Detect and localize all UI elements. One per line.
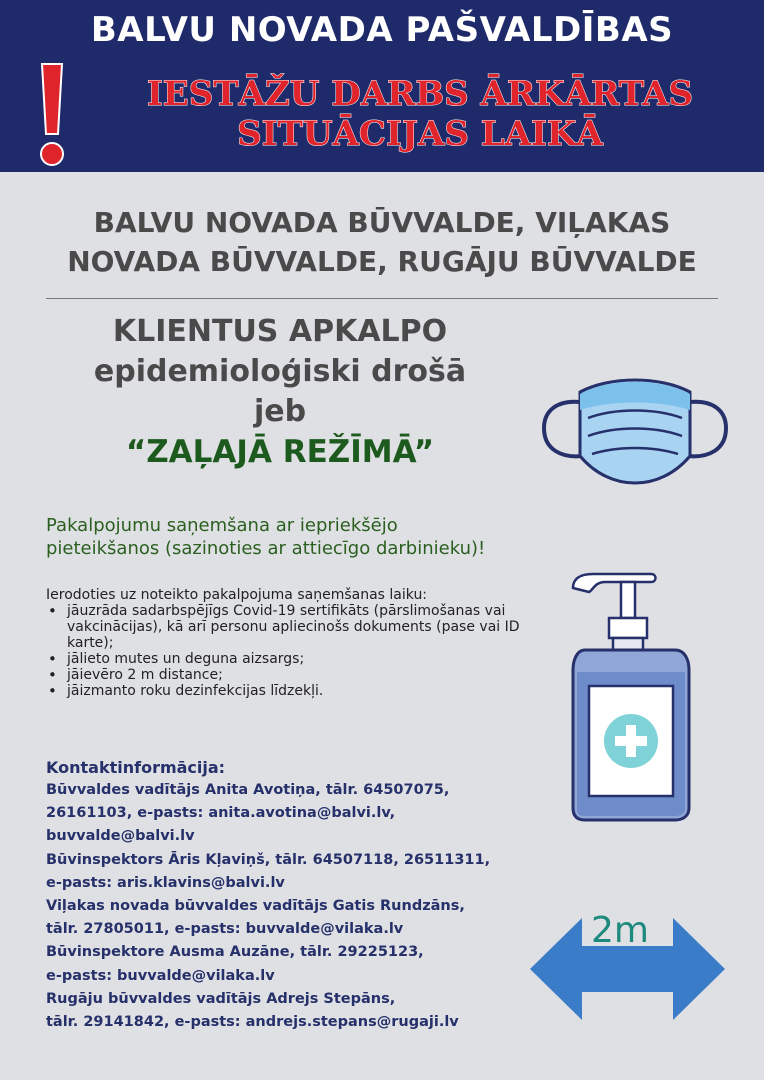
municipality-title: BALVU NOVADA PAŠVALDĪBAS: [90, 10, 674, 50]
contact-line: e-pasts: buvvalde@vilaka.lv: [46, 967, 275, 984]
rules-list: [46, 603, 546, 699]
contact-line: Būvvaldes vadītājs Anita Avotiņa, tālr. 64507075,: [46, 782, 450, 798]
offices-line-1: BALVU NOVADA BŪVVALDE, VIĻAKAS: [93, 206, 671, 239]
service-line-1: KLIENTUS APKALPO: [112, 314, 448, 349]
contact-line: 26161103, e-pasts: anita.avotina@balvi.lv,: [46, 805, 396, 822]
arrival-intro: Ierodoties uz noteikto pakalpojuma saņemšanas laiku:: [46, 587, 428, 603]
contact-line: Būvinspektore Ausma Auzāne, tālr. 29225123,: [46, 944, 424, 961]
contact-line: tālr. 29141842, e-pasts: andrejs.stepans@rugaji.lv: [46, 1014, 459, 1031]
service-line-3: jeb: [253, 394, 307, 429]
rule-item: • jālieto mutes un deguna aizsargs;: [46, 651, 546, 667]
exclamation-icon: [34, 60, 70, 168]
contact-line: Viļakas novada būvvaldes vadītājs Gatis Rundzāns,: [46, 898, 465, 915]
emergency-subtitle: [80, 74, 760, 154]
service-mode-heading: [30, 312, 530, 472]
green-mode-label: “ZAĻAJĀ REŽĪMĀ”: [125, 434, 435, 470]
subtitle-line-2: SITUĀCIJAS LAIKĀ: [237, 114, 603, 154]
hand-sanitizer-icon: [565, 570, 695, 825]
subtitle-line-1: IESTĀŽU DARBS ĀRKĀRTAS: [146, 74, 694, 114]
appointment-note: Pakalpojumu saņemšana ar iepriekšējo pieteikšanos (sazinoties ar attiecīgo darbinieku)!: [46, 515, 486, 559]
contacts-title: Kontaktinformācija:: [46, 758, 226, 777]
distance-label: 2m: [591, 910, 649, 951]
face-mask-icon: [540, 370, 730, 495]
divider: [46, 298, 718, 299]
arrival-rules: [46, 587, 546, 699]
rule-item: • jāievēro 2 m distance;: [46, 667, 546, 683]
contact-info: [46, 757, 526, 1034]
rule-item: • jāuzrāda sadarbspējīgs Covid-19 sertifikāts (pārslimošanas vai vakcinācijas), kā arī personu apliecinošs dokuments (pase vai ID karte);: [46, 603, 546, 651]
contact-line: e-pasts: aris.klavins@balvi.lv: [46, 874, 285, 891]
contact-line: tālr. 27805011, e-pasts: buvvalde@vilaka.lv: [46, 921, 404, 938]
offices-heading: [0, 203, 764, 281]
contact-line: Rugāju būvvaldes vadītājs Adrejs Stepāns,: [46, 990, 396, 1007]
service-line-2: epidemioloģiski drošā: [93, 354, 467, 389]
contact-line: Būvinspektors Āris Kļaviņš, tālr. 64507118, 26511311,: [46, 851, 491, 868]
header-banner: [0, 0, 764, 172]
contact-line: buvvalde@balvi.lv: [46, 828, 195, 845]
offices-line-2: NOVADA BŪVVALDE, RUGĀJU BŪVVALDE: [67, 245, 697, 278]
rule-item: • jāizmanto roku dezinfekcijas līdzekļi.: [46, 683, 546, 699]
